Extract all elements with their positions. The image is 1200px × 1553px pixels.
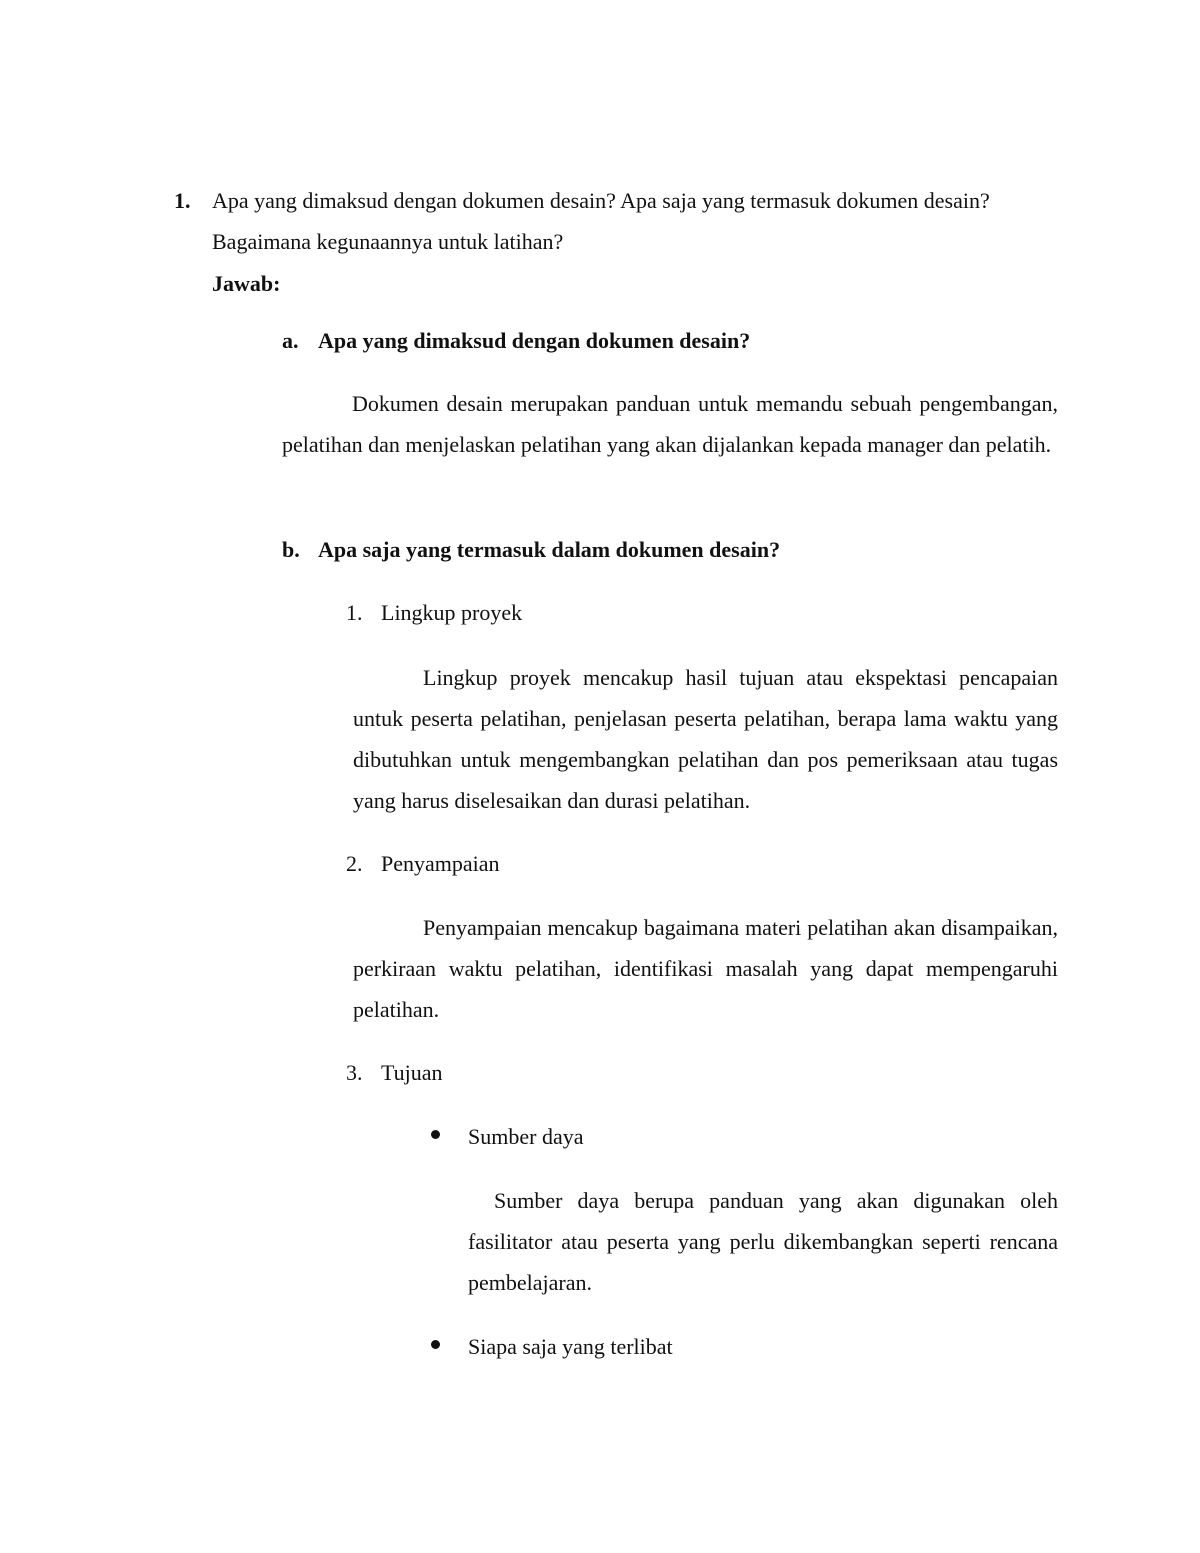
section-b-marker: b. — [282, 537, 300, 562]
bullet-1-paragraph: Sumber daya berupa panduan yang akan digunakan oleh fasilitator atau peserta yang perlu dikembangkan seperti rencana pembelajaran. — [468, 1188, 1058, 1295]
bullet-2-title: Siapa saja yang terlibat — [468, 1334, 673, 1359]
item-1-title: Lingkup proyek — [381, 600, 523, 625]
item-2-title: Penyampaian — [381, 851, 500, 876]
bullet-icon — [431, 1130, 440, 1139]
question-text-line-1: Apa yang dimaksud dengan dokumen desain? Apa saja yang termasuk dokumen desain? — [212, 188, 990, 213]
answer-label: Jawab: — [212, 271, 281, 296]
item-3-title: Tujuan — [381, 1060, 443, 1085]
item-1-number: 1. — [346, 600, 363, 625]
item-2-paragraph: Penyampaian mencakup bagaimana materi pelatihan akan disampaikan, perkiraan waktu pelatihan, identifikasi masalah yang dapat mempengaruhi pelatihan. — [353, 915, 1058, 1022]
section-a-heading: Apa yang dimaksud dengan dokumen desain? — [318, 328, 751, 353]
section-a-marker: a. — [282, 328, 299, 353]
item-3-number: 3. — [346, 1060, 363, 1085]
section-b-heading: Apa saja yang termasuk dalam dokumen desain? — [318, 537, 781, 562]
section-a-paragraph: Dokumen desain merupakan panduan untuk memandu sebuah pengembangan, pelatihan dan menjelaskan pelatihan yang akan dijalankan kepada manager dan pelatih. — [282, 391, 1058, 457]
item-2-number: 2. — [346, 851, 363, 876]
bullet-1-title: Sumber daya — [468, 1124, 584, 1149]
question-number: 1. — [174, 188, 191, 213]
bullet-icon — [431, 1340, 440, 1349]
question-text-line-2: Bagaimana kegunaannya untuk latihan? — [212, 229, 564, 254]
item-1-paragraph: Lingkup proyek mencakup hasil tujuan atau ekspektasi pencapaian untuk peserta pelatihan, penjelasan peserta pelatihan, berapa lama waktu yang dibutuhkan untuk mengembangkan pelatihan dan pos pemeriksaan atau tugas yang harus diselesaikan dan durasi pelatihan. — [353, 665, 1058, 813]
